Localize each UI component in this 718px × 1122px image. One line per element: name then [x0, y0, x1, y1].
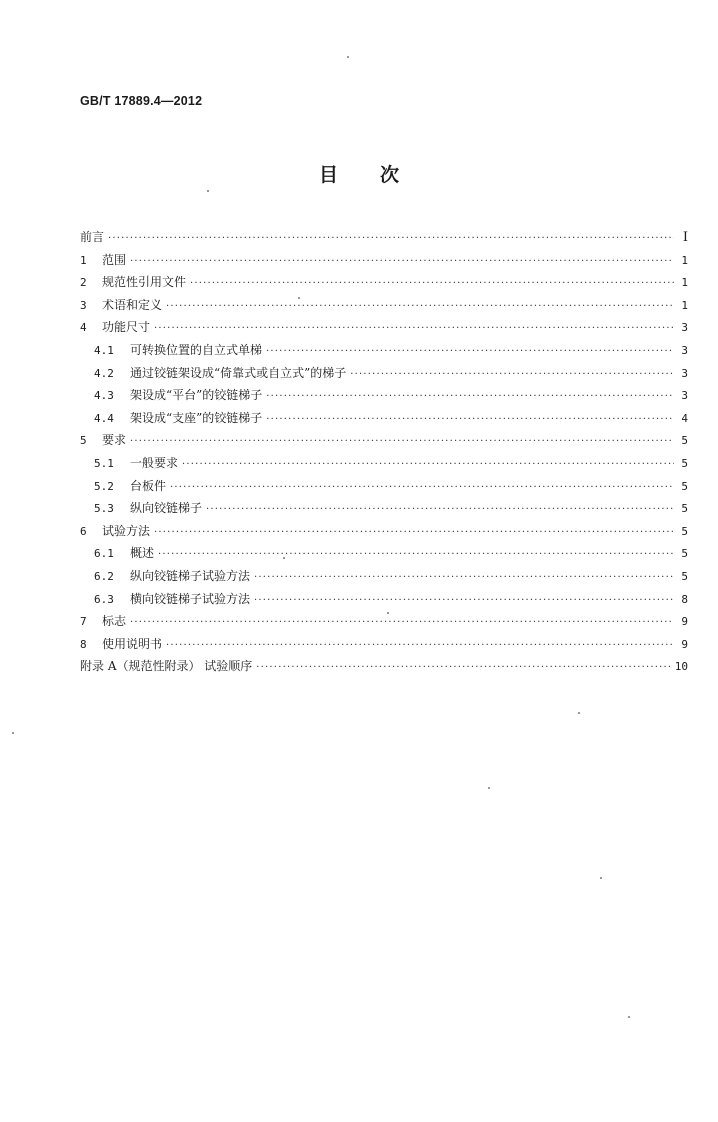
- toc-leader-dots: [130, 431, 674, 454]
- toc-entry-number: 5.1: [94, 456, 114, 470]
- toc-entry-label: 通过铰链架设成“倚靠式或自立式”的梯子: [130, 365, 347, 380]
- toc-leader-dots: [154, 522, 674, 545]
- toc-entry-label: 架设成“平台”的铰链梯子: [130, 388, 263, 403]
- scan-speck: [347, 56, 349, 58]
- toc-leader-dots: [130, 251, 674, 274]
- toc-leader-dots: [108, 228, 674, 251]
- toc-entry-page: 5: [681, 524, 688, 538]
- toc-entry: [80, 655, 688, 678]
- toc-entry-label: 试验方法: [102, 523, 151, 538]
- toc-entry-label: 台板件: [130, 478, 167, 493]
- toc-entry: [80, 226, 688, 249]
- toc-entry-label: 前言: [80, 230, 105, 244]
- toc-entry-label: 横向铰链梯子试验方法: [130, 591, 251, 606]
- toc-entry-number: 4.3: [94, 389, 114, 403]
- page-title: 目次: [318, 164, 441, 186]
- toc-entry-number: 5.2: [94, 479, 114, 493]
- toc-entry-page: 1: [681, 298, 688, 312]
- toc-entry-page: 5: [681, 502, 688, 516]
- toc-entry-page: I: [682, 230, 688, 245]
- toc-entry-number: 1: [80, 253, 87, 267]
- toc-entry-page: 5: [681, 569, 688, 583]
- toc-entry-number: 7: [80, 615, 87, 629]
- toc-leader-dots: [350, 364, 674, 387]
- toc-leader-dots: [266, 386, 674, 409]
- toc-entry-label: 使用说明书: [102, 636, 163, 651]
- toc-entry-page: 5: [681, 479, 688, 493]
- toc-entry-page: 3: [681, 389, 688, 403]
- toc-entry-label: 标志: [102, 614, 127, 629]
- toc-leader-dots: [266, 409, 674, 432]
- toc-leader-dots: [130, 612, 674, 635]
- toc-leader-dots: [206, 499, 674, 522]
- toc-entry-label: 规范性引用文件: [102, 275, 187, 290]
- toc-entry-number: 6: [80, 524, 87, 538]
- scan-speck: [488, 787, 490, 789]
- toc-entry-page: 10: [674, 660, 688, 674]
- toc-leader-dots: [190, 273, 674, 296]
- toc-entry: [80, 520, 688, 543]
- toc-entry-number: 6.3: [94, 592, 114, 606]
- toc-entry: [80, 610, 688, 633]
- toc-entry: [80, 316, 688, 339]
- scan-speck: [207, 190, 209, 192]
- toc-entry-label: 范围: [102, 252, 127, 267]
- toc-entry-number: 5.3: [94, 502, 114, 516]
- toc-leader-dots: [254, 567, 674, 590]
- toc-entry-number: 3: [80, 298, 87, 312]
- toc-entry-number: 6.2: [94, 569, 114, 583]
- toc-entry-number: 4.4: [94, 411, 114, 425]
- toc-entry-label: 附录 A（规范性附录） 试验顺序: [80, 659, 253, 674]
- toc-entry: [80, 429, 688, 452]
- toc-entry-page: 1: [681, 276, 688, 290]
- toc-entry-label: 概述: [130, 546, 155, 561]
- toc-entry: [80, 542, 688, 565]
- scan-speck: [283, 557, 285, 559]
- toc-entry: [80, 407, 688, 430]
- toc-entry-page: 3: [681, 366, 688, 380]
- toc-entry-label: 纵向铰链梯子: [130, 501, 203, 516]
- toc-entry-number: 6.1: [94, 547, 114, 561]
- toc-entry-number: 4.1: [94, 343, 114, 357]
- standard-code: GB/T 17889.4—2012: [80, 94, 203, 108]
- toc-leader-dots: [266, 341, 674, 364]
- toc-leader-dots: [182, 454, 674, 477]
- toc-entry-number: 2: [80, 276, 87, 290]
- toc-leader-dots: [170, 477, 674, 500]
- toc-entry-label: 要求: [102, 433, 127, 448]
- toc-entry-page: 9: [681, 615, 688, 629]
- toc-entry-number: 5: [80, 434, 87, 448]
- toc-entry: [80, 588, 688, 611]
- toc-entry-page: 3: [681, 343, 688, 357]
- toc-entry: [80, 452, 688, 475]
- toc-entry: [80, 271, 688, 294]
- toc-entry-number: 4.2: [94, 366, 114, 380]
- toc-entry: [80, 294, 688, 317]
- toc-entry-number: 4: [80, 321, 87, 335]
- toc-entry-label: 功能尺寸: [102, 320, 151, 335]
- scan-speck: [628, 1016, 630, 1018]
- toc-entry-page: 4: [681, 411, 688, 425]
- scan-speck: [298, 297, 300, 299]
- toc-entry-page: 5: [681, 547, 688, 561]
- toc-entry: [80, 475, 688, 498]
- toc-leader-dots: [256, 657, 670, 680]
- toc-entry-page: 3: [681, 321, 688, 335]
- scan-speck: [600, 877, 602, 879]
- toc-entry-page: 8: [681, 592, 688, 606]
- toc-entry: [80, 384, 688, 407]
- scan-speck: [12, 732, 14, 734]
- toc-entry: [80, 633, 688, 656]
- toc-leader-dots: [158, 544, 674, 567]
- table-of-contents: [80, 226, 688, 678]
- toc-entry-label: 术语和定义: [102, 297, 163, 312]
- toc-entry-page: 5: [681, 456, 688, 470]
- scan-speck: [387, 612, 389, 614]
- scan-speck: [578, 712, 580, 714]
- toc-entry: [80, 362, 688, 385]
- toc-entry: [80, 497, 688, 520]
- toc-entry-page: 5: [681, 434, 688, 448]
- toc-leader-dots: [166, 635, 674, 658]
- toc-leader-dots: [254, 590, 674, 613]
- toc-entry-label: 一般要求: [130, 455, 179, 470]
- toc-leader-dots: [166, 296, 674, 319]
- toc-entry: [80, 565, 688, 588]
- toc-entry-label: 架设成“支座”的铰链梯子: [130, 410, 263, 425]
- toc-entry: [80, 249, 688, 272]
- toc-leader-dots: [154, 318, 674, 341]
- toc-entry-page: 9: [681, 637, 688, 651]
- toc-entry-page: 1: [681, 253, 688, 267]
- toc-entry-label: 可转换位置的自立式单梯: [130, 342, 263, 357]
- toc-entry: [80, 339, 688, 362]
- toc-entry-number: 8: [80, 637, 87, 651]
- toc-entry-label: 纵向铰链梯子试验方法: [130, 568, 251, 583]
